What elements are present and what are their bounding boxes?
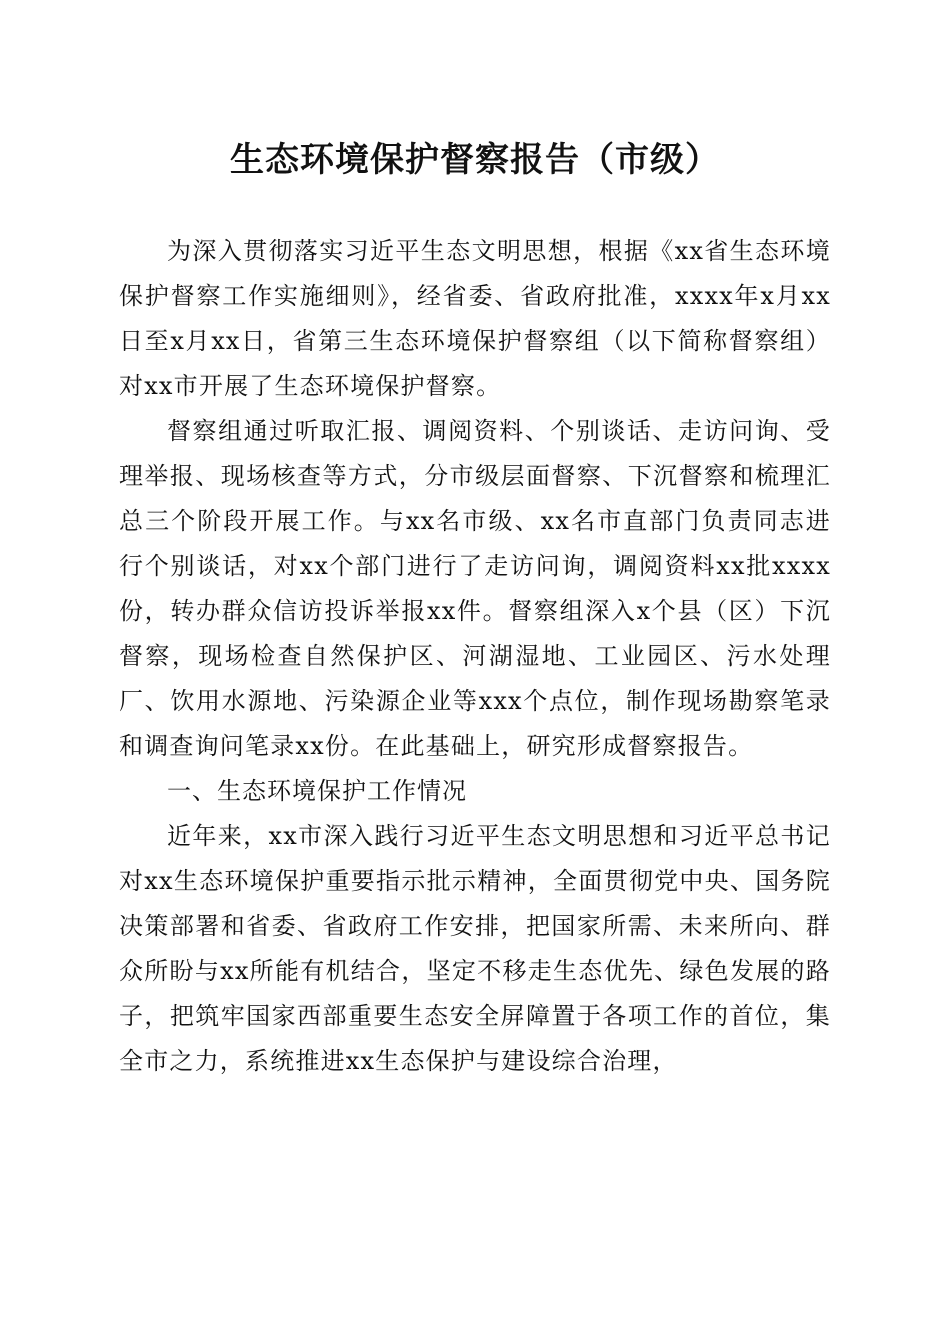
- document-body: [119, 229, 831, 1084]
- paragraph-methods: 督察组通过听取汇报、调阅资料、个别谈话、走访问询、受理举报、现场核查等方式，分市级层面督察、下沉督察和梳理汇总三个阶段开展工作。与xx名市级、xx名市直部门负责同志进行个别谈话，对xx个部门进行了走访问询，调阅资料xx批xxxx份，转办群众信访投诉举报xx件。督察组深入x个县（区）下沉督察，现场检查自然保护区、河湖湿地、工业园区、污水处理厂、饮用水源地、污染源企业等xxx个点位，制作现场勘察笔录和调查询问笔录xx份。在此基础上，研究形成督察报告。: [119, 417, 831, 760]
- paragraph-intro: 为深入贯彻落实习近平生态文明思想，根据《xx省生态环境保护督察工作实施细则》，经省委、省政府批准，xxxx年x月xx日至x月xx日，省第三生态环境保护督察组（以下简称督察组）对xx市开展了生态环境保护督察。: [119, 237, 831, 400]
- paragraph-section-1: 近年来，xx市深入践行习近平生态文明思想和习近平总书记对xx生态环境保护重要指示批示精神，全面贯彻党中央、国务院决策部署和省委、省政府工作安排，把国家所需、未来所向、群众所盼与xx所能有机结合，坚定不移走生态优先、绿色发展的路子，把筑牢国家西部重要生态安全屏障置于各项工作的首位，集全市之力，系统推进xx生态保护与建设综合治理，: [119, 822, 831, 1075]
- document-title: 生态环境保护督察报告（市级）: [230, 140, 720, 180]
- section-heading-1: 一、生态环境保护工作情况: [167, 777, 467, 805]
